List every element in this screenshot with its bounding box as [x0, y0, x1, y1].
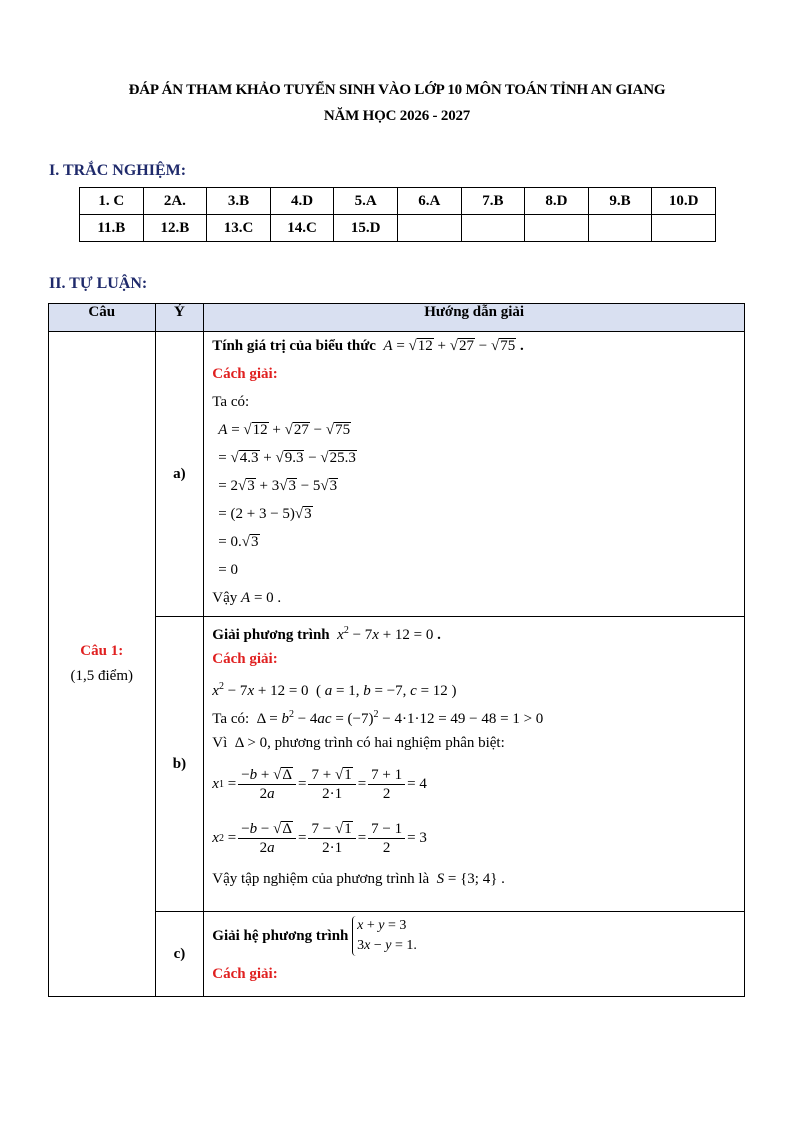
- method-label: Cách giải:: [212, 651, 278, 667]
- document-subtitle: NĂM HỌC 2026 - 2027: [323, 108, 471, 124]
- part-label-a: a): [155, 332, 204, 617]
- answer-cell: 15.D: [334, 215, 398, 242]
- answer-cell: 2A.: [143, 188, 207, 215]
- answer-cell: 12.B: [143, 215, 207, 242]
- section-essay-heading: II. TỰ LUẬN:: [49, 275, 148, 292]
- math-step: = 0.√3: [218, 534, 259, 550]
- answer-cell: [397, 215, 461, 242]
- math-step: A = √12 + √27 − √75: [218, 422, 351, 438]
- essay-solution-table: [48, 303, 745, 997]
- question-label: Câu 1:: [80, 643, 124, 659]
- math-expression: $x^2 - 7x + 12 = 0$ .: [337, 625, 441, 643]
- question-points: (1,5 điểm): [70, 668, 133, 684]
- conclusion: Vậy A = 0 .: [212, 590, 282, 606]
- answer-cell: [525, 215, 589, 242]
- math-step: = 0: [218, 562, 239, 578]
- solution-part-b: [204, 617, 745, 912]
- solution-part-a: [204, 332, 745, 617]
- table-header-row: [49, 304, 745, 332]
- answer-cell: 13.C: [207, 215, 271, 242]
- question-cell: [49, 332, 156, 997]
- table-row: [80, 188, 716, 215]
- conclusion: Vậy tập nghiệm của phương trình là S = {3; 4} .: [212, 871, 505, 887]
- document-title: ĐÁP ÁN THAM KHẢO TUYỂN SINH VÀO LỚP 10 MÔN TOÁN TỈNH AN GIANG: [128, 82, 666, 98]
- math-step: = (2 + 3 − 5)√3: [218, 506, 312, 522]
- answer-cell: 8.D: [525, 188, 589, 215]
- answer-cell: 1. C: [80, 188, 144, 215]
- method-label: Cách giải:: [212, 966, 278, 982]
- answer-cell: 5.A: [334, 188, 398, 215]
- table-row: [49, 332, 745, 617]
- answer-cell: 3.B: [207, 188, 271, 215]
- delta-step: Ta có: $\Delta = b^2 - 4ac = (-7)^2 - 4\cdot 1\cdot 12 = 49 - 48 = 1 > 0$: [212, 709, 544, 727]
- answer-cell: [588, 215, 652, 242]
- answer-cell: 6.A: [397, 188, 461, 215]
- answer-cell: 10.D: [652, 188, 716, 215]
- root-x2: x 2 = $\frac{-b - √\Delta}{2a}$ = $\frac{7 - √1}{2\cdot 1}$ = $\frac{7 - 1}{2}$ = 3: [212, 820, 427, 856]
- table-row: [80, 215, 716, 242]
- part-label-b: b): [155, 617, 204, 912]
- answer-cell: 7.B: [461, 188, 525, 215]
- answer-cell: 4.D: [270, 188, 334, 215]
- part-label-c: c): [155, 912, 204, 997]
- math-step: $x^2 - 7x + 12 = 0$ ( a = 1, b = −7, c = 12 ): [212, 681, 457, 699]
- method-label: Cách giải:: [212, 366, 278, 382]
- answer-cell: 11.B: [80, 215, 144, 242]
- answer-cell: [652, 215, 716, 242]
- math-expression: A = √12 + √27 − √75 .: [383, 338, 524, 354]
- task-line: [212, 912, 744, 960]
- math-step: = 2√3 + 3√3 − 5√3: [218, 478, 338, 494]
- reason-step: Vì Δ > 0, phương trình có hai nghiệm phân biệt:: [212, 735, 505, 751]
- section-multiple-choice-heading: I. TRẮC NGHIỆM:: [49, 162, 187, 179]
- column-header-y: Ý: [155, 304, 204, 332]
- root-x1: x 1 = $\frac{-b + √\Delta}{2a}$ = $\frac{7 + √1}{2\cdot 1}$ = $\frac{7 + 1}{2}$ = 4: [212, 766, 427, 802]
- math-step: = √4.3 + √9.3 − √25.3: [218, 450, 356, 466]
- intro-text: Ta có:: [212, 394, 250, 410]
- task-text: Giải hệ phương trình: [212, 927, 349, 944]
- column-header-cau: Câu: [49, 304, 156, 332]
- answer-cell: 9.B: [588, 188, 652, 215]
- task-text: Tính giá trị của biểu thức: [212, 338, 376, 354]
- answer-cell: [461, 215, 525, 242]
- task-text: Giải phương trình: [212, 627, 330, 643]
- equation-system: x + y = 3 3x − y = 1.: [352, 916, 417, 956]
- answer-cell: 14.C: [270, 215, 334, 242]
- column-header-guide: Hướng dẫn giải: [204, 304, 745, 332]
- solution-part-c: [204, 912, 745, 997]
- multiple-choice-answer-table: [79, 187, 716, 242]
